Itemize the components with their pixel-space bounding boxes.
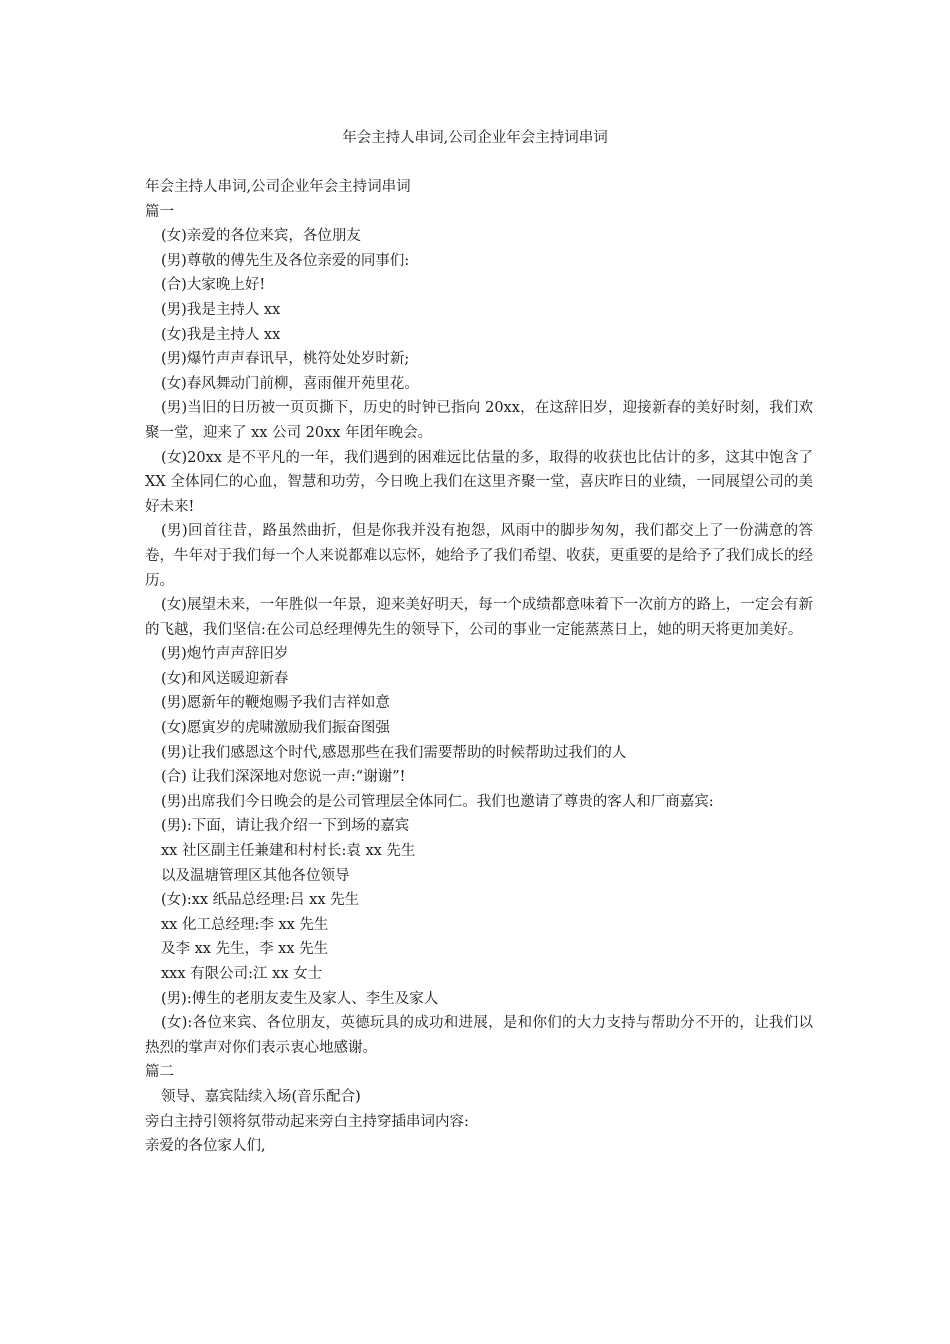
text-line: 亲爱的各位家人们, (145, 1138, 266, 1155)
text-line: 领导、嘉宾陆续入场(音乐配合) (161, 1088, 361, 1105)
page-title: 年会主持人串词,公司企业年会主持词串词 (342, 130, 608, 146)
text-line: (女)愿寅岁的虎啸激励我们振奋图强 (161, 720, 390, 737)
text-line: (男)愿新年的鞭炮赐予我们吉祥如意 (161, 695, 390, 712)
text-line: 旁白主持引领将氛带动起来旁白主持穿插串词内容: (145, 1113, 469, 1130)
text-line: (合)大家晚上好! (161, 277, 266, 294)
text-line: xx 化工总经理:李 xx 先生 (161, 916, 329, 933)
paragraph: (男)当旧的日历被一页页撕下，历史的时钟已指向 20xx，在这辞旧岁，迎接新春的美好时刻，我们欢聚一堂，迎来了 xx 公司 20xx 年团年晚会。 (145, 400, 813, 441)
section-heading: 篇二 (145, 1064, 174, 1081)
text-line: xx 社区副主任兼建和村村长:袁 xx 先生 (161, 843, 416, 860)
paragraph: (男)回首往昔，路虽然曲折，但是你我并没有抱怨，风雨中的脚步匆匆，我们都交上了一份满意的答卷，牛年对于我们每一个人来说都难以忘怀，她给予了我们希望、收获，更重要的是给予了我们成长的经历。 (145, 523, 813, 589)
text-line: (合) 让我们深深地对您说一声:“谢谢”! (161, 769, 406, 786)
text-line: xxx 有限公司:江 xx 女士 (161, 966, 323, 982)
text-line: (女)春风舞动门前柳，喜雨催开苑里花。 (161, 375, 419, 392)
section-heading: 篇一 (145, 203, 174, 220)
text-line: 以及温塘管理区其他各位领导 (161, 867, 350, 884)
paragraph: (女)展望未来，一年胜似一年景，迎来美好明天，每一个成绩都意味着下一次前方的路上，一定会有新的飞越，我们坚信:在公司总经理傅先生的领导下，公司的事业一定能蒸蒸日上，她的明天将更加美好。 (145, 597, 813, 638)
text-line: (男)尊敬的傅先生及各位亲爱的同事们: (161, 252, 410, 269)
document-body (145, 175, 813, 1159)
text-line: (男):傅生的老朋友麦生及家人、李生及家人 (161, 990, 439, 1007)
text-line: 及李 xx 先生，李 xx 先生 (161, 941, 329, 958)
text-line: (男)爆竹声声春讯早，桃符处处岁时新; (161, 351, 410, 368)
text-line: 年会主持人串词,公司企业年会主持词串词 (145, 179, 411, 195)
text-line: (女)和风送暖迎新春 (161, 670, 289, 687)
text-line: (男)我是主持人 xx (161, 301, 281, 318)
text-line: (女):xx 纸品总经理:吕 xx 先生 (161, 892, 360, 909)
text-line: (男)炮竹声声辞旧岁 (161, 646, 289, 663)
paragraph: (女)20xx 是不平凡的一年，我们遇到的困难远比估量的多，取得的收获也比估计的多，这其中饱含了 XX 全体同仁的心血，智慧和功劳，今日晚上我们在这里齐聚一堂，喜庆昨日的业绩，一同展望公司的美好未来! (145, 449, 813, 515)
paragraph: (女):各位来宾、各位朋友，英德玩具的成功和进展，是和你们的大力支持与帮助分不开的，让我们以热烈的掌声对你们表示衷心地感谢。 (145, 1015, 813, 1056)
text-line: (女)亲爱的各位来宾，各位朋友 (161, 228, 361, 245)
text-line: (女)我是主持人 xx (161, 326, 281, 343)
text-line: (男)让我们感恩这个时代,感恩那些在我们需要帮助的时候帮助过我们的人 (161, 744, 627, 761)
text-line: (男):下面，请让我介绍一下到场的嘉宾 (161, 818, 410, 835)
text-line: (男)出席我们今日晚会的是公司管理层全体同仁。我们也邀请了尊贵的客人和厂商嘉宾: (161, 793, 714, 810)
